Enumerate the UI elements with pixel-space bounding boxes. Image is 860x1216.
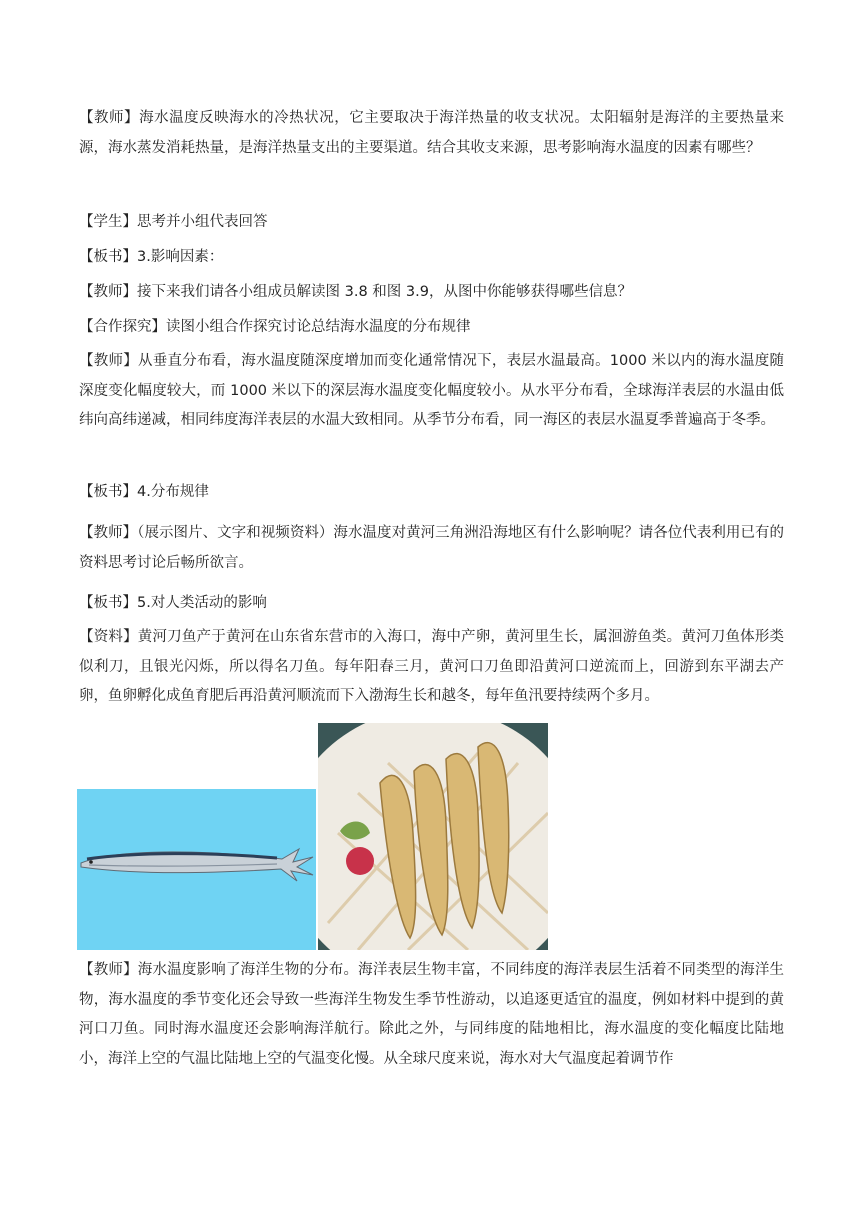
tag-bracket-left: 【 — [79, 484, 94, 500]
paragraph-teacher-4 — [79, 519, 784, 578]
paragraph-text: 从垂直分布看，海水温度随深度增加而变化通常情况下，表层水温最高。1000 米以内的海水温度随深度变化幅度较大，而 1000 米以下的深层海水温度变化幅度较小。从水平分布看，全球海洋表层的水温由低纬向高纬递减，相同纬度海洋表层的水温大致相同。从季节分布看，同一海区的表层水温夏季普遍高于冬季。 — [79, 353, 785, 428]
tag-bracket-right: 】 — [124, 110, 140, 126]
tag-bracket-right: 】 — [122, 284, 137, 300]
speaker-tag: 教师 — [94, 110, 125, 126]
tag-bracket-left: 【 — [79, 319, 94, 335]
speaker-tag: 板书 — [93, 249, 123, 265]
paragraph-board-3 — [79, 589, 784, 619]
paragraph-teacher-5 — [79, 956, 784, 1074]
tag-bracket-right: 】 — [122, 484, 137, 500]
speaker-tag: 学生 — [93, 214, 123, 230]
tag-bracket-right: 】 — [123, 962, 138, 978]
knife-fish-icon — [77, 789, 316, 950]
paragraph-teacher-1 — [79, 104, 784, 163]
tag-bracket-left: 【 — [79, 629, 94, 645]
paragraph-teacher-3 — [79, 347, 784, 436]
tag-bracket-right: 】 — [123, 353, 138, 369]
paragraph-text: 3.影响因素： — [137, 249, 224, 265]
tag-bracket-right: 】 — [123, 629, 138, 645]
paragraph-text: 4.分布规律 — [137, 484, 209, 500]
paragraph-teacher-2 — [79, 278, 784, 308]
paragraph-text: 海水温度影响了海洋生物的分布。海洋表层生物丰富，不同纬度的海洋表层生活着不同类型的海洋生物，海水温度的季节变化还会导致一些海洋生物发生季节性游动，以追逐更适宜的温度，例如材料中提到的黄河口刀鱼。同时海水温度还会影响海洋航行。除此之外，与同纬度的陆地相比，海水温度的变化幅度比陆地小，海洋上空的气温比陆地上空的气温变化慢。从全球尺度来说，海水对大气温度起着调节作 — [79, 962, 785, 1067]
paragraph-text: 接下来我们请各小组成员解读图 3.8 和图 3.9，从图中你能够获得哪些信息？ — [137, 284, 632, 300]
tag-bracket-left: 【 — [79, 249, 94, 265]
paragraph-cooperative — [79, 313, 784, 343]
paragraph-text: 5.对人类活动的影响 — [137, 595, 267, 611]
speaker-tag: 合作探究 — [93, 319, 152, 335]
tag-bracket-left: 【 — [79, 353, 94, 369]
tag-bracket-right: 】 — [122, 214, 137, 230]
speaker-tag: 教师 — [93, 525, 123, 541]
speaker-tag: 教师 — [93, 284, 123, 300]
speaker-tag: 板书 — [93, 484, 123, 500]
speaker-tag: 资料 — [93, 629, 124, 645]
paragraph-board-1 — [79, 243, 784, 273]
tag-bracket-right: 】 — [122, 595, 137, 611]
fried-fish-plate-icon — [318, 723, 548, 950]
tag-bracket-left: 【 — [79, 284, 94, 300]
paragraph-text: 海水温度反映海水的冷热状况，它主要取决于海洋热量的收支状况。太阳辐射是海洋的主要热量来源，海水蒸发消耗热量，是海洋热量支出的主要渠道。结合其收支来源，思考影响海水温度的因素有哪些？ — [79, 110, 785, 156]
tag-bracket-left: 【 — [79, 595, 94, 611]
tag-bracket-left: 【 — [79, 110, 95, 126]
paragraph-material — [79, 623, 784, 712]
speaker-tag: 教师 — [93, 353, 124, 369]
paragraph-text: 黄河刀鱼产于黄河在山东省东营市的入海口，海中产卵，黄河里生长，属洄游鱼类。黄河刀鱼体形类似利刀，且银光闪烁，所以得名刀鱼。每年阳春三月，黄河口刀鱼即沿黄河口逆流而上，回游到东平湖去产卵，鱼卵孵化成鱼育肥后再沿黄河顺流而下入渤海生长和越冬，每年鱼汛要持续两个多月。 — [79, 629, 785, 704]
tag-bracket-right: 】 — [122, 525, 138, 541]
tag-bracket-left: 【 — [79, 962, 94, 978]
knife-fish-photo — [77, 789, 316, 950]
speaker-tag: 教师 — [93, 962, 124, 978]
paragraph-text: （展示图片、文字和视频资料）海水温度对黄河三角洲沿海地区有什么影响呢？请各位代表利用已有的资料思考讨论后畅所欲言。 — [79, 525, 785, 571]
paragraph-text: 思考并小组代表回答 — [137, 214, 268, 230]
paragraph-student — [79, 208, 784, 238]
tag-bracket-right: 】 — [122, 249, 137, 265]
fried-fish-plate-photo — [318, 723, 548, 950]
paragraph-text: 读图小组合作探究讨论总结海水温度的分布规律 — [166, 319, 471, 335]
speaker-tag: 板书 — [93, 595, 123, 611]
tag-bracket-left: 【 — [79, 214, 94, 230]
tag-bracket-left: 【 — [79, 525, 94, 541]
paragraph-board-2 — [79, 478, 784, 508]
tag-bracket-right: 】 — [151, 319, 166, 335]
